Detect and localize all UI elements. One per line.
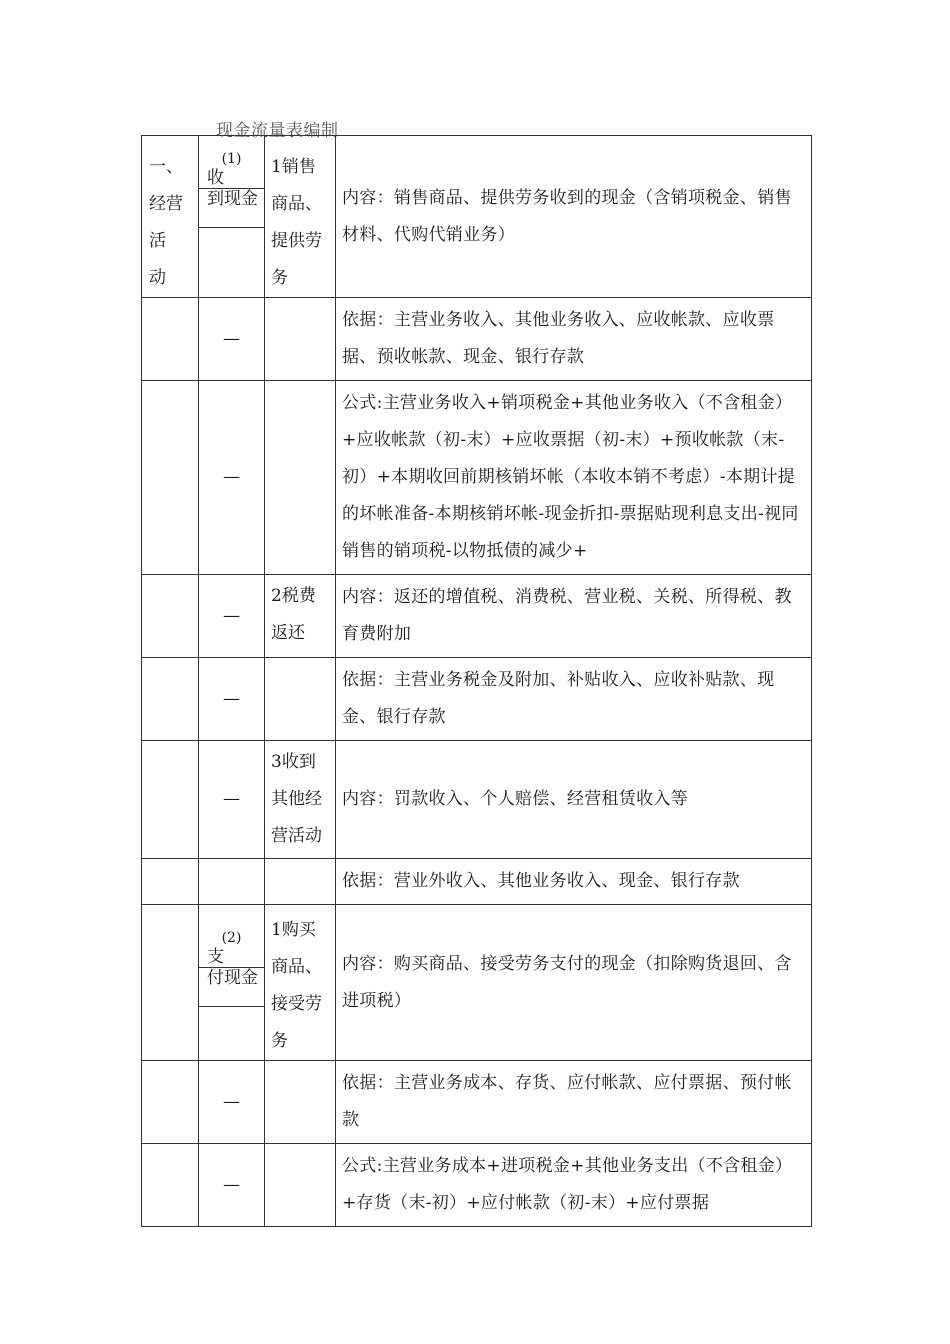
row-text: 内容：购买商品、接受劳务支付的现金（扣除购货退回、含进项税） — [336, 905, 812, 1061]
table-row — [142, 381, 812, 575]
row-text: 内容：返还的增值税、消费税、营业税、关税、所得税、教育费附加 — [336, 575, 812, 658]
item-label: 1购买 商品、 接受劳 务 — [265, 905, 336, 1061]
row-text: 内容：销售商品、提供劳务收到的现金（含销项税金、销售材料、代购代销业务） — [336, 136, 812, 298]
dash-mark: — — [223, 789, 240, 809]
subsection-receive: (1) 收 到现金 — [199, 136, 265, 298]
table-row — [142, 741, 812, 859]
table-row — [142, 1144, 812, 1227]
section-label: 一、 经营 活 动 — [142, 136, 199, 298]
table-row — [142, 658, 812, 741]
cash-flow-table — [141, 135, 812, 1227]
table-row — [142, 1061, 812, 1144]
table-row — [142, 136, 812, 298]
dash-mark: — — [223, 688, 240, 709]
item-label: 1销售 商品、 提供劳 务 — [265, 136, 336, 298]
dash-mark: — — [223, 1174, 240, 1195]
item-label: 3收到 其他经 营活动 — [265, 741, 336, 859]
dash-mark: — — [223, 1091, 240, 1112]
row-text: 公式:主营业务收入+销项税金+其他业务收入（不含租金）+应收帐款（初-末）+应收票据（初-末）+预收帐款（末-初）+本期收回前期核销坏帐（本收本销不考虑）-本期计提的坏帐准备-本期核销坏帐-现金折扣-票据贴现利息支出-视同销售的销项税-以物抵债的减少+ — [336, 381, 812, 575]
row-text: 依据：主营业务收入、其他业务收入、应收帐款、应收票据、预收帐款、现金、银行存款 — [336, 298, 812, 381]
row-text: 依据：主营业务成本、存货、应付帐款、应付票据、预付帐款 — [336, 1061, 812, 1144]
row-text: 公式:主营业务成本+进项税金+其他业务支出（不含租金）+存货（末-初）+应付帐款（初-末）+应付票据 — [336, 1144, 812, 1227]
subsection-pay: (2) 支 付现金 — [199, 905, 265, 1061]
item-label: 2税费 返还 — [265, 575, 336, 658]
dash-mark: — — [223, 328, 240, 349]
row-text: 依据：营业外收入、其他业务收入、现金、银行存款 — [336, 859, 812, 905]
page-title: 现金流量表编制 — [216, 121, 339, 141]
dash-mark: — — [223, 605, 240, 626]
dash-mark: — — [223, 467, 240, 487]
table-row — [142, 905, 812, 1061]
table-row — [142, 859, 812, 905]
row-text: 依据：主营业务税金及附加、补贴收入、应收补贴款、现金、银行存款 — [336, 658, 812, 741]
table-row — [142, 575, 812, 658]
table-row — [142, 298, 812, 381]
row-text: 内容：罚款收入、个人赔偿、经营租赁收入等 — [336, 741, 812, 859]
